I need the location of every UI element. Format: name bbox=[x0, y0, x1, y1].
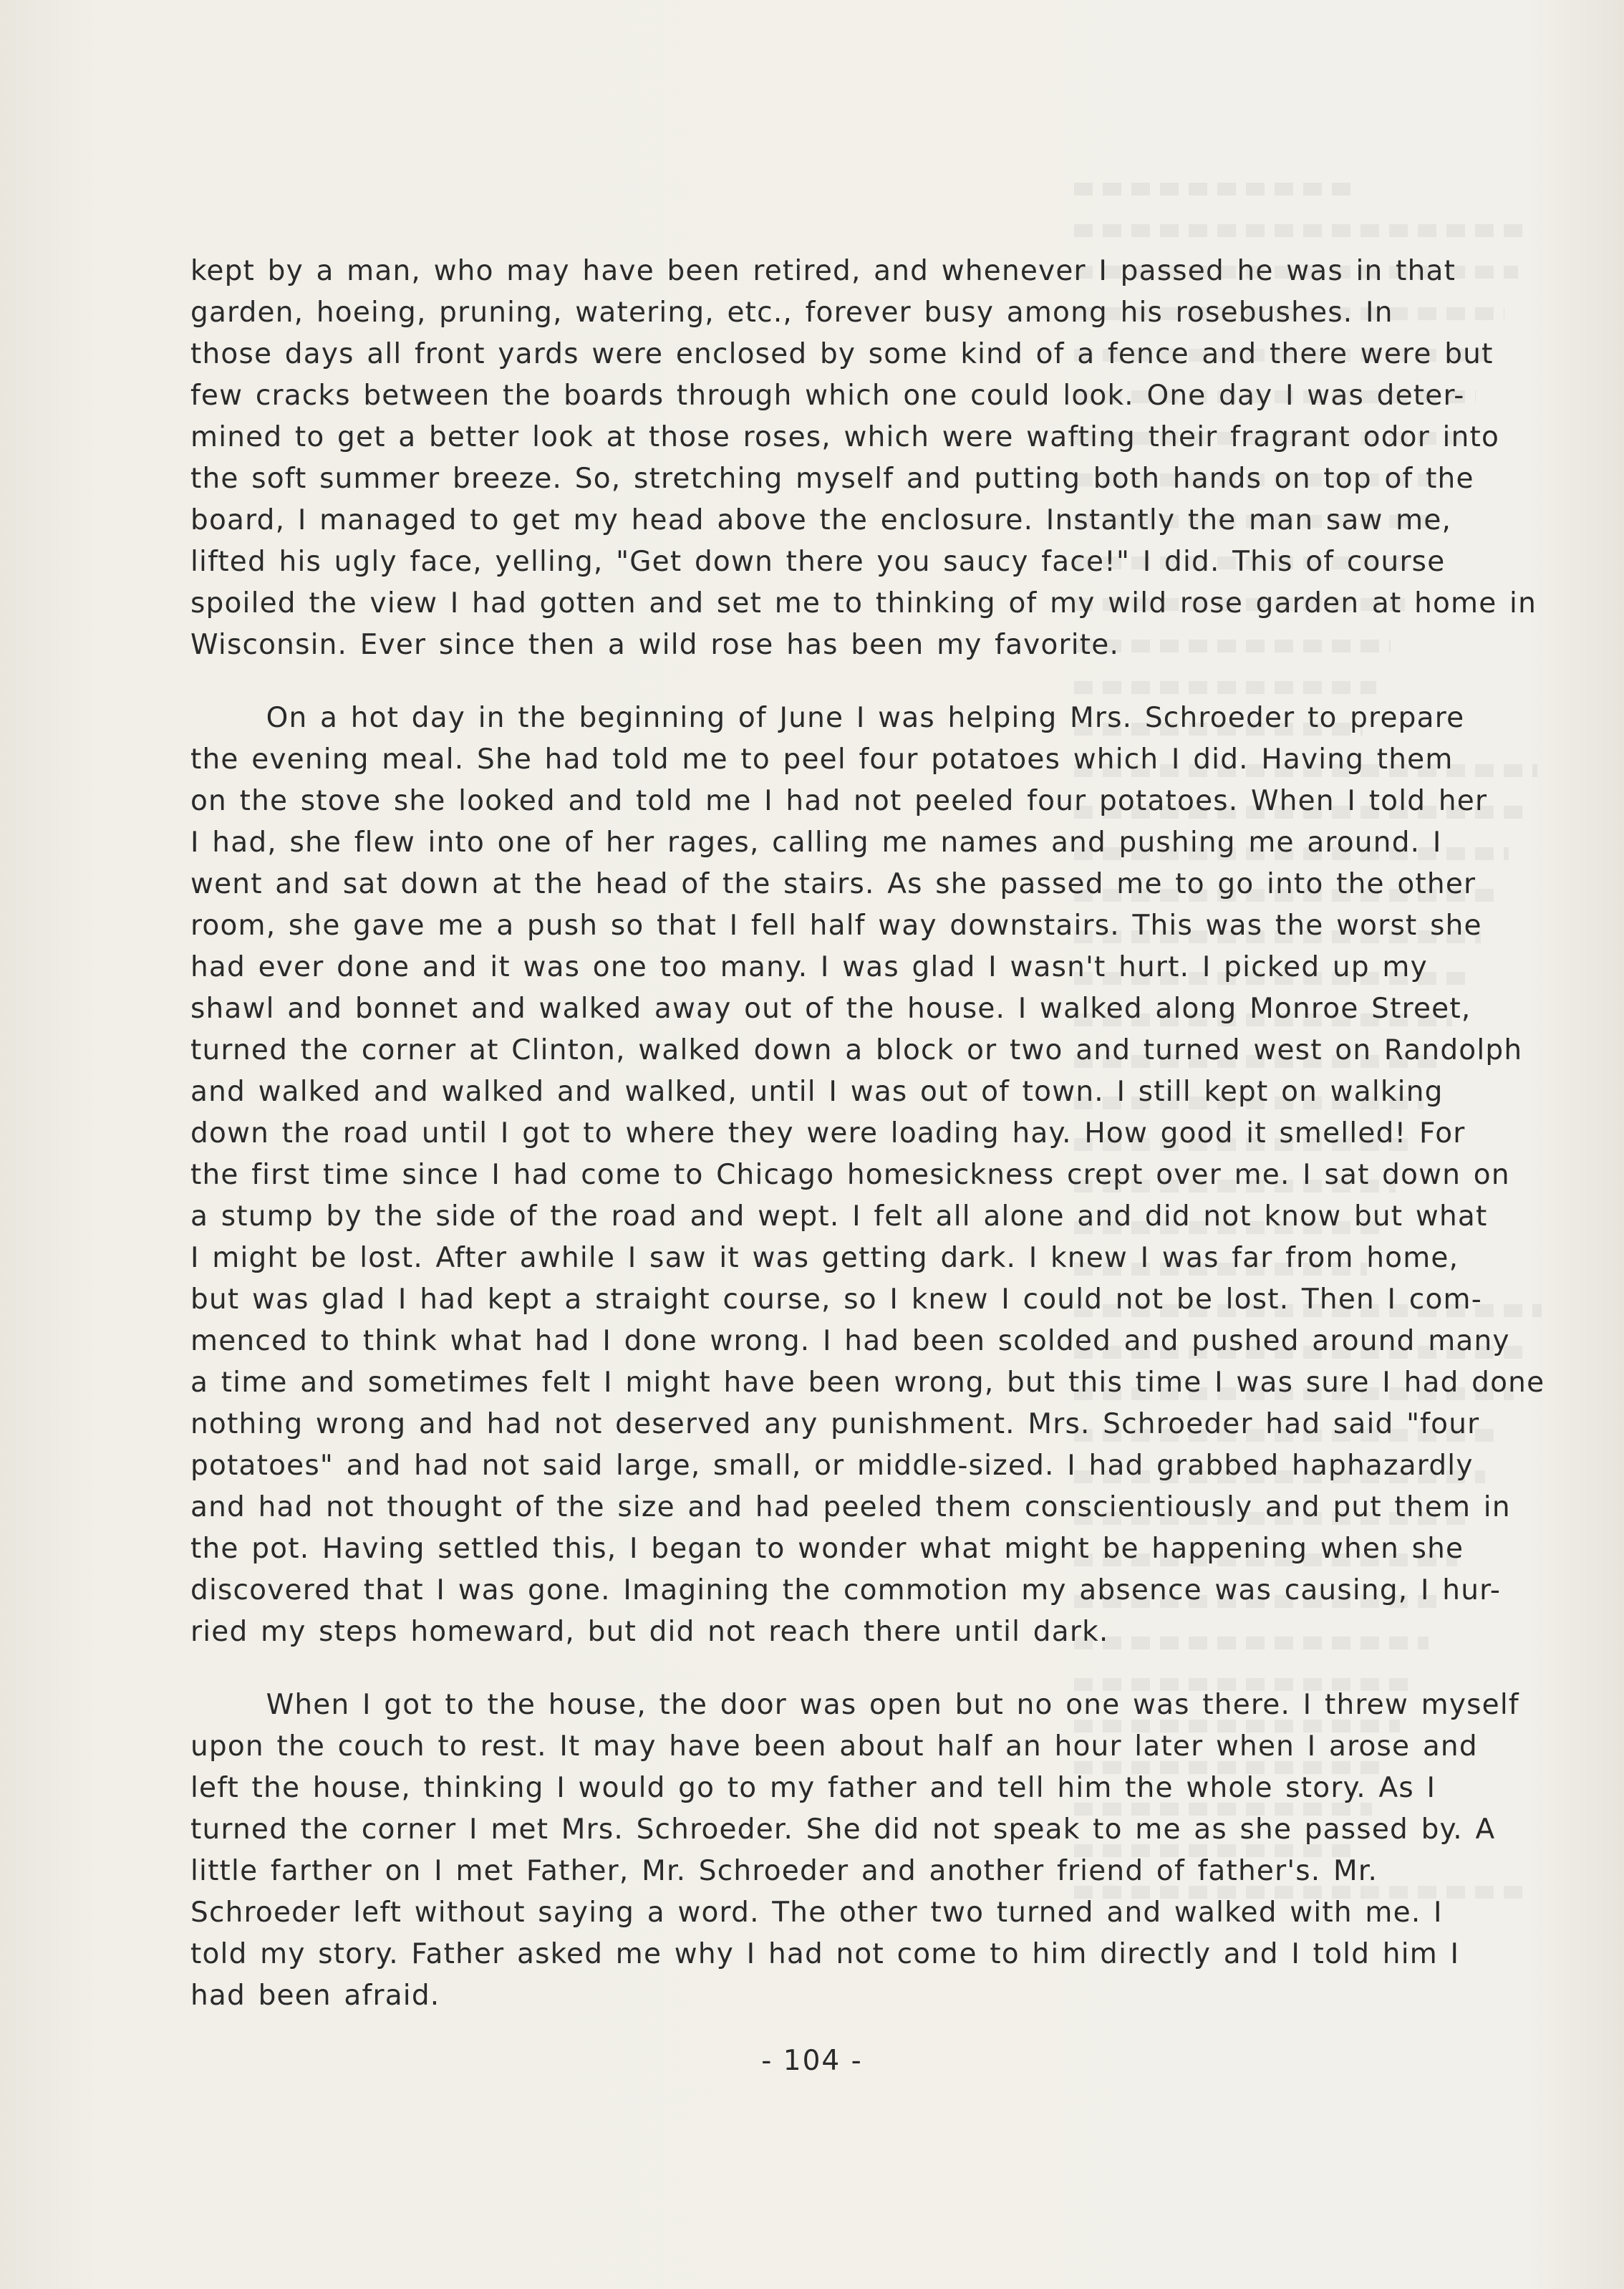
text-line: spoiled the view I had gotten and set me to thinking of my wild rose garden at home in bbox=[190, 587, 1537, 620]
text-line: the evening meal. She had told me to peel four potatoes which I did. Having them bbox=[190, 743, 1454, 776]
bleed-through-line bbox=[1074, 183, 1358, 196]
text-line: board, I managed to get my head above the enclosure. Instantly the man saw me, bbox=[190, 504, 1452, 536]
text-line: I might be lost. After awhile I saw it was getting dark. I knew I was far from home, bbox=[190, 1242, 1459, 1274]
text-line: potatoes" and had not said large, small, or middle-sized. I had grabbed haphazardly bbox=[190, 1450, 1474, 1482]
text-line: room, she gave me a push so that I fell half way downstairs. This was the worst she bbox=[190, 910, 1482, 942]
paragraph-2 bbox=[190, 698, 1551, 1653]
text-line: went and sat down at the head of the stairs. As she passed me to go into the other bbox=[190, 868, 1476, 900]
text-line: When I got to the house, the door was open but no one was there. I threw myself bbox=[190, 1689, 1519, 1721]
text-line: those days all front yards were enclosed by some kind of a fence and there were but bbox=[190, 338, 1494, 370]
text-line: menced to think what had I done wrong. I had been scolded and pushed around many bbox=[190, 1325, 1510, 1357]
text-line: garden, hoeing, pruning, watering, etc., forever busy among his rosebushes. In bbox=[190, 297, 1393, 329]
text-line: a time and sometimes felt I might have been wrong, but this time I was sure I had done bbox=[190, 1367, 1545, 1399]
document-body bbox=[190, 251, 1551, 2017]
text-line: nothing wrong and had not deserved any punishment. Mrs. Schroeder had said "four bbox=[190, 1408, 1480, 1440]
text-line: ried my steps homeward, but did not reach there until dark. bbox=[190, 1616, 1109, 1648]
text-line: mined to get a better look at those roses, which were wafting their fragrant odor into bbox=[190, 421, 1500, 453]
text-line: the soft summer breeze. So, stretching myself and putting both hands on top of the bbox=[190, 463, 1474, 495]
text-line: Schroeder left without saying a word. The other two turned and walked with me. I bbox=[190, 1897, 1443, 1929]
text-line: I had, she flew into one of her rages, calling me names and pushing me around. I bbox=[190, 827, 1442, 859]
bleed-through-line bbox=[1074, 224, 1532, 237]
text-line: had been afraid. bbox=[190, 1980, 440, 2012]
text-line: and had not thought of the size and had peeled them conscientiously and put them in bbox=[190, 1491, 1511, 1523]
text-line: On a hot day in the beginning of June I was helping Mrs. Schroeder to prepare bbox=[190, 702, 1465, 734]
text-line: told my story. Father asked me why I had not come to him directly and I told him I bbox=[190, 1938, 1460, 1970]
text-line: the pot. Having settled this, I began to wonder what might be happening when she bbox=[190, 1533, 1464, 1565]
text-line: a stump by the side of the road and wept. I felt all alone and did not know but what bbox=[190, 1200, 1488, 1233]
text-line: but was glad I had kept a straight course, so I knew I could not be lost. Then I com- bbox=[190, 1283, 1483, 1316]
text-line: left the house, thinking I would go to my father and tell him the whole story. As I bbox=[190, 1772, 1436, 1804]
text-line: Wisconsin. Ever since then a wild rose has been my favorite. bbox=[190, 629, 1120, 661]
text-line: the first time since I had come to Chicago homesickness crept over me. I sat down on bbox=[190, 1159, 1510, 1191]
text-line: and walked and walked and walked, until I was out of town. I still kept on walking bbox=[190, 1076, 1444, 1108]
text-line: discovered that I was gone. Imagining the commotion my absence was causing, I hur- bbox=[190, 1574, 1502, 1606]
text-line: down the road until I got to where they were loading hay. How good it smelled! For bbox=[190, 1117, 1466, 1150]
text-line: had ever done and it was one too many. I was glad I wasn't hurt. I picked up my bbox=[190, 951, 1428, 983]
page-number: - 104 - bbox=[761, 2045, 863, 2077]
paragraph-1 bbox=[190, 251, 1551, 666]
text-line: turned the corner at Clinton, walked down a block or two and turned west on Randolph bbox=[190, 1034, 1523, 1066]
text-line: shawl and bonnet and walked away out of the house. I walked along Monroe Street, bbox=[190, 993, 1471, 1025]
text-line: on the stove she looked and told me I had not peeled four potatoes. When I told her bbox=[190, 785, 1488, 817]
paragraph-3 bbox=[190, 1685, 1551, 2017]
text-line: upon the couch to rest. It may have been about half an hour later when I arose and bbox=[190, 1730, 1478, 1763]
text-line: few cracks between the boards through which one could look. One day I was deter- bbox=[190, 380, 1465, 412]
text-line: kept by a man, who may have been retired, and whenever I passed he was in that bbox=[190, 255, 1456, 287]
text-line: little farther on I met Father, Mr. Schroeder and another friend of father's. Mr. bbox=[190, 1855, 1378, 1887]
text-line: lifted his ugly face, yelling, "Get down there you saucy face!" I did. This of course bbox=[190, 546, 1446, 578]
text-line: turned the corner I met Mrs. Schroeder. She did not speak to me as she passed by. A bbox=[190, 1813, 1496, 1846]
